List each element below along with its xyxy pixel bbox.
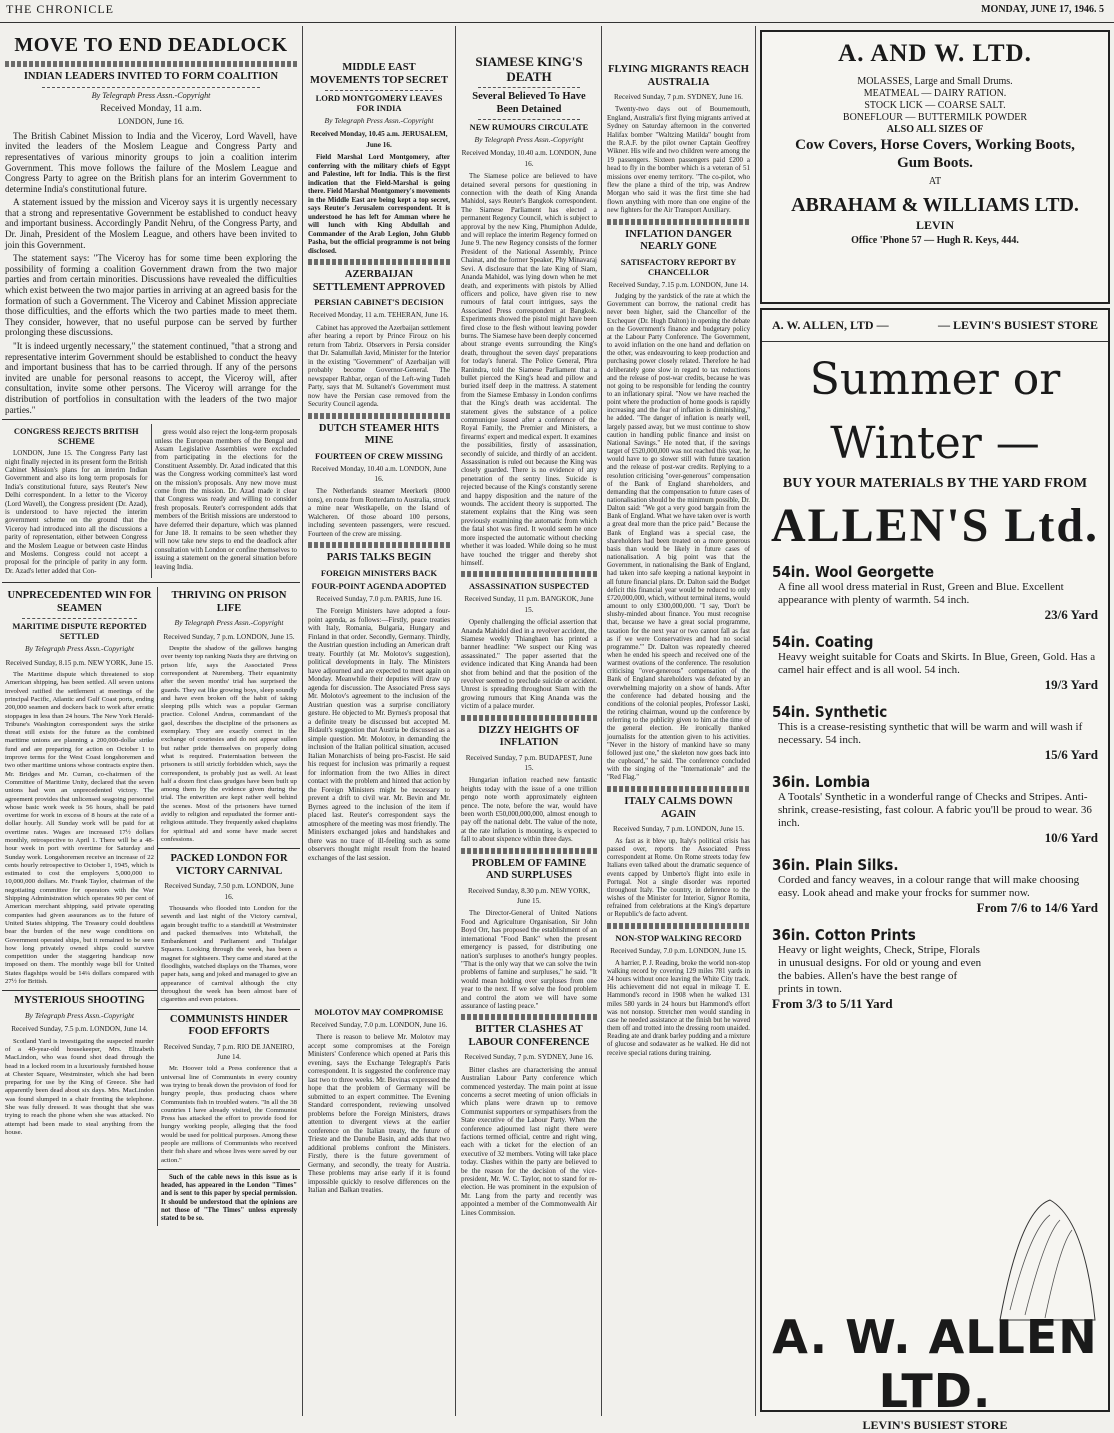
received-line: Received Monday, 10.40 a.m. LONDON, June 16. [311,464,447,484]
divider [22,618,137,619]
article-paragraph: "It is indeed urgently necessary," the statement continued, "that a strong and representative interim Government should be established to conduct the heavy and important business that has to be carried through. If any of the persons invited are unable for personal reasons to accept, the Viceroy will, after consultation, invite some other persons. The Viceroy will arrange for the distribution of portfolios in consultation with the leaders of the two major parties." [5,341,297,415]
advert-allens-name: ALLEN'S Ltd. [770,499,1100,552]
divider [308,413,450,419]
article-paragraph: A harrier, P. J. Reading, broke the world non-stop walking record by covering 129 miles 781 yards in 24 hours without once leaving the White City track. His achievement did not equal in mileage T. E. Hammond's record in 1908 when he walked 131 miles 580 yards in 24 hours but Hammond's effort was not nonstop. Stretcher men would standing in case he needed assistance at the finish but he waved them off and trotted into the dressing room unaided. Reading ate and drank barley pudding and a mixture of glucose and sodawater as he walked. He did not receive special rations during training. [607,959,750,1057]
article-paragraph: Bitter clashes are characterising the annual Australian Labour Party conference which commenced yesterday. The main point at issue concerns a secret meeting of union officials in which plans were drawn up to remove Communist supporters or sympathisers from the State executive of the Labour Party. When the conference adjourned last night there were factions termed official, centre and right wing, each with a ticket for the election of an executive of 32 members. Voting will take place today. Clashes within the party are believed to be the reason for the decision of the vice-president, Mr. W. C. Taylor, not to stand for re-election. He was prominent in the expulsion of Mr. Lang from the party and recently was appointed a member of the Commonwealth Air Lines Commission. [461,1065,597,1217]
column-1 [2,26,300,1421]
product-item [772,773,1098,846]
divider [461,848,597,854]
headline-paris: PARIS TALKS BEGIN [326,552,432,564]
headline-carnival: PACKED LONDON FOR VICTORY CARNIVAL [170,853,288,877]
advert-headline: Winter — [830,418,1040,469]
article-paragraph: The Siamese police are believed to have detained several persons for questioning in connection with the death of King Ananda Mahidol, says Reuter's Bangkok correspondent. The Siamese Parliament has elected a permanent Regency Council, which is subject to approval by the new King, Phumiphon Adulde, and will replace the interim Regency formed on June 9. The new Regency consists of the former President of the National Assembly, Prince Chainat, and the former Speaker, Phy Minavaraj Sevi. A disclosure that the late King of Siam, Ananda Mahidol, was lying down when he met death, and experiments with pistols by Allied officers and police, have given rise to new rumours of fatal court intrigues, says the Associated Press correspondent at Bangkok. Experiments showed the pistol might have been fired close to the flesh without leaving powder burns. The Siamese have been deeply concerned about strange events surrounding the King's death, throughout the seven days' preparations for today's funeral. The Police General, Phra Ranindra, told the Siamese Parliament that a bullet pierced the King's head and pillow and buried itself deep in the mattress. A statement from the Siamese Embassy in London confirms that the King's death was accidental. The statement gives the substance of a police communique issued after a conference of the Royal Family, the Premier and Ministers, a firearms' expert and medical expert. It examines the possibilities, firstly of assassination, secondly of suicide, and thirdly of an accident. Assassination is ruled out because the King was closely guarded. There is no evidence of any penetration of the sentry lines. Suicide is rejected because of the King's constantly serene and happy disposition and the nature of the wounds. The accident theory is supported. The statement explains that the King was seen previously examining the automatic from which the fatal shot was fired. It would seem he once more inspected the automatic without checking whether it was loaded. While doing so he must have touched the trigger and thereby shot himself. [461,172,597,567]
product-item [772,633,1098,693]
article-paragraph: A statement issued by the mission and Viceroy says it is urgently necessary that a strong and representative Government be established to conduct heavy and important business. Accordingly Pandit Nehru, of the Congress Party, and Dr. Jinah, President of the Moslem League, and others have been invited to join this Government. [5,197,297,250]
divider [478,119,580,120]
product-price: From 7/6 to 14/6 Yard [976,900,1098,915]
product-desc: A Tootals' Synthetic in a wonderful range of Checks and Stripes. Anti-shrink, crease-resisting, fast colour. A fabric you'll be proud to wear. 36 inch. [778,791,1092,829]
column-4 [604,26,753,1421]
subhead: LORD MONTGOMERY LEAVES FOR INDIA [315,93,443,113]
advert-firm: ABRAHAM & WILLIAMS LTD. [791,194,1079,216]
received-line: Received Monday, 11 a.m. [100,103,202,114]
advert-brand: A. AND W. LTD. [838,40,1032,67]
article-paragraph: Twenty-two days out of Bournemouth, England, Australia's first flying migrants arrived at Sydney on Saturday afternoon in the converted Halifax bomber "Waltzing Matilda" bought from the R.A.F. by the pilot owner Captain Geoffrey Wikner. His wife and two children were among the 19 passengers. Sixteen passengers paid £200 a head to fly in the bomber which is a veteran of 51 missions over enemy territory. "The co-pilot, who flew the plane a third of the trip, was Andrew Morgan who said it was the first time she had flown anything with more than one engine of the new fighters for the Air Transport Auxiliary. [607,105,750,215]
congress-story [2,424,300,578]
article-paragraph: Scotland Yard is investigating the suspected murder of a 40-year-old housekeeper, Mrs. Elizabeth MacLindon, who was found shot dead through the head in a locked room in a luxuriously furnished house at Chester Square, Westminster, which she had been preparing for use by the King of Greece. She had apparently been dead about six days. Mrs. MacLindon was found slumped in a chair fronting the telephone. She was fully dressed. It was thought that she was trying to reach the phone when she was attacked. No attempt had been made to steal anything from the house. [5,1037,154,1136]
product-price: 19/3 Yard [1044,677,1098,692]
headline-dutch: DUTCH STEAMER HITS MINE [318,422,440,447]
divider [325,90,433,91]
received-line: Received Monday, 10.40 a.m. LONDON, June 16. [461,149,597,168]
product-price: 23/6 Yard [1044,607,1098,622]
subhead: Several Believed To Have Been Detained [472,91,586,115]
headline-shooting: MYSTERIOUS SHOOTING [14,995,145,1007]
product-title: 36in. Cotton Prints [772,926,916,944]
divider [158,1169,300,1170]
product-price: 15/6 Yard [1044,747,1098,762]
product-item [772,563,1098,623]
headline-congress: CONGRESS REJECTS BRITISH SCHEME [13,426,139,447]
headline-siam: SIAMESE KING'S DEATH [475,54,583,84]
advert-line: ALSO ALL SIZES OF [886,124,984,135]
divider [607,219,750,225]
advert-headline: Summer or [809,354,1061,405]
divider [308,542,450,548]
product-item [772,703,1098,763]
subhead: SATISFACTORY REPORT BY CHANCELLOR [620,256,737,277]
divider [461,715,597,721]
article-paragraph: Openly challenging the official assertion that Ananda Mahidol died in a revolver accident, the Siamese weekly Thianghaen has printed a banner headline: "We suspect our King was assassinated." The paper asserted that the evidence indicated that King Ananda had been shot from behind and that the position of the revolver seemed to preclude suicide or accident. Unrest is spreading throughout Siam with the growing rumours that King Ananda was the victim of a palace murder. [461,618,597,711]
divider [308,259,450,265]
received-line: Received Sunday, 7 p.m. LONDON, June 15. [612,825,745,834]
headline-prison: THRIVING ON PRISON LIFE [171,590,287,614]
product-price: 10/6 Yard [1044,830,1098,845]
received-line: Received Sunday, 7.50 p.m. LONDON, June 16. [164,882,294,901]
product-title: 54in. Coating [772,633,874,651]
product-item [772,856,1098,916]
headline-walking: NON-STOP WALKING RECORD [615,933,742,944]
headline-azerbaijan: AZERBAIJAN SETTLEMENT APPROVED [312,269,446,293]
product-price: From 3/3 to 5/11 Yard [772,996,893,1011]
byline: By Telegraph Press Assn.-Copyright [25,1010,134,1020]
article-paragraph: Cabinet has approved the Azerbaijan settlement after hearing a report by Prince Firouz on his return from Tabriz. Observers in Persia consider that Dr. Salamullah Javid, Minister for the Interior in the existing "Government" of Azerbaijan will probably become Governor-General. The newspaper Rahbar, organ of the Left-wing Tudeh Party, says that M. Sultaneh's Government must now have the Persian case removed from the Security Council agenda. [308,323,450,409]
column-rule [302,26,303,1416]
subhead: INDIAN LEADERS INVITED TO FORM COALITION [23,71,279,82]
received-line: Received Sunday, 7 p.m. SYDNEY, June 16. [464,1053,594,1062]
product-desc: Corded and fancy weaves, in a colour range that will make choosing easy. Look ahead and make your frocks for summer now. [778,874,1080,899]
article-paragraph: gress would also reject the long-term proposals unless the European members of the Bengal and Assam Legislative Assemblies were excluded from participating in the elections for the Constituent Assembly. Dr. Azad indicated that this was the Congress working committee's last word on the mission's proposals. Any new move must come from the mission. Dr. Azad made it clear that Congress was ready and willing to consider fresh proposals. Reuter's correspondent adds that members of the British missions are understood to have deferred their departure, which was planned for June 18. It remains to be seen whether they will now take new steps to end the deadlock after consultation with London or confine themselves to issuing a statement on the general situation before leaving India. [154,428,297,571]
divider [42,87,260,88]
dateline: LONDON, June 16. [118,117,184,127]
advert-line: STOCK LICK — COARSE SALT. [864,100,1006,111]
masthead [0,0,1114,23]
advert-line: BONEFLOUR — BUTTERMILK POWDER [842,112,1028,123]
advert-a-and-w [760,30,1110,304]
received-line: Received Sunday, 7.0 p.m. LONDON, June 15. [610,947,747,956]
article-paragraph: The Maritime dispute which threatened to stop American shipping, has been settled. All seven unions involved ratified the settlement at meetings of the principal Pacific, Atlantic and Gulf Coast ports, ending 200,000 seamen and dockers back to work after erratic stoppages in less than 24 hours. The New York Herald-Tribune's Washington correspondent says the strike threat still exists for the future as the combined maritime unions are planning a 200,000-dollar strike fund and are preparing for action on October 1 to improve terms for the West Coast longshoremen and two other maritime unions whose contracts expire then. Mr. Bridges and Mr. Curran, co-chairmen of the Committee of Maritime Unity, declared that the seven unions had won an unprecedented victory. The agreement provides that unlicensed seagoing personnel whose basic work week is 56 hours, shall be paid overtime for work in excess of 8 hours at the rate of a dollar hourly. All Sunday work will be paid for at overtime rates. Wages are increased 17½ dollars monthly, retrospective to April 1. There will be a 48-hour week in port with overtime for Saturday and Sunday work. Longshoremen receive an increase of 22 cents hourly retrospective to October 1, 1945, which is estimated to cost the employers 5,000,000 to 10,000,000 dollars. Mr. Frank Taylor, chairman of the negotiating committee for operators with the War Shipping Administration which operates 90 per cent of American merchant shipping, said private operating companies had given assurances as to the future of United States shipping. The Treasury could doubtless bear the burden of the new wage conditions on Government operated ships, but it remained to be seen how long privately owned ships could survive competition under the staggering handicap now imposed on them. The monthly wage bill for United States flagships would be 14¼ dollars compared with 27½ for British. [5,671,154,986]
subhead: FOUR-POINT AGENDA ADOPTED [311,580,447,591]
advert-line: Gum Boots. [897,155,973,171]
received-line: Received Sunday, 8.15 p.m. NEW YORK, June 15. [5,658,154,667]
subhead: MARITIME DISPUTE REPORTED SETTLED [12,621,147,642]
product-title: 36in. Lombia [772,773,871,791]
subhead: FOURTEEN OF CREW MISSING [315,450,443,461]
product-title: 54in. Synthetic [772,703,888,721]
divider [158,1009,300,1010]
fabric-illustration [990,1190,1100,1330]
byline: By Telegraph Press Assn.-Copyright [91,90,211,100]
advert-firm: A. W. ALLEN, LTD — [772,318,889,332]
article-paragraph: The Director-General of United Nations Food and Agriculture Organisation, Sir John Boyd Orr, has proposed the establishment of an international "Food Bank" when the present emergency is passed, for distributing one nation's surpluses to another's hungry peoples. "That is the only way that we can solve the twin problems of famine and surpluses," he said. "It would mean holding over surpluses from one year to the next. If we solve the food problem and control the atom we will have some assurance of lasting peace." [461,909,597,1010]
paper-name: THE CHRONICLE [6,2,114,16]
article-paragraph: The Netherlands steamer Meerkerk (8000 tons), en route from Rotterdam to Australia, struck a mine near Westkapelle, on the Island of Walcheren. Of those aboard 100 persons, including seventeen passengers, were rescued. Fourteen of the crew are missing. [308,487,450,538]
advert-line: Cow Covers, Horse Covers, Working Boots, [795,137,1075,153]
cable-note: Such of the cable news in this issue as is headed, has appeared in the London "Times" and is sent to this paper by special permission. It should be understood that the opinions are not those of "The Times" unless expressly stated to be so. [161,1173,297,1222]
headline-inflation-gone: INFLATION DANGER NEARLY GONE [625,228,732,253]
advert-footer-tagline: LEVIN'S BUSIEST STORE [862,1418,1008,1432]
divider [2,582,300,583]
advert-allens [760,308,1110,1432]
received-line: Received Monday, 11 a.m. TEHERAN, June 16. [309,311,449,320]
advert-line: MEATMEAL — DAIRY RATION. [863,88,1007,99]
divider [461,571,597,577]
received-line: Received Monday, 10.45 a.m. JERUSALEM, June 16. [310,130,448,149]
advert-line: AT [928,176,942,187]
headline-communists: COMMUNISTS HINDER FOOD EFFORTS [169,1013,289,1038]
article-paragraph: Judging by the yardstick of the rate at which the Government can borrow, the national credit has never been higher, said the Chancellor of the Exchequer (Dr. Hugh Dalton) in opening the debate on the Government's finance and budgetary policy at the Labour Party Conference. The Government, to avoid inflation on the one hand and deflation on the other, was endeavouring to keep production and purchasing power closely related. Therefore he had deliberately gone slow in regard to tax reductions and the release of post-war credits, because he was not going to be responsible for lending the country to an inflationary spiral. "Now we have reached the point where the production of home goods is rapidly increasing and the fear of inflation is diminishing," he added. "The danger of inflation is nearly well, largely passed away, but we must continue to show caution in handling public finance and insist on National Savings." He noted that, if the savings target of £520,000,000 was not reached this year, he would have to go slower still with future taxation and the release of post-war credits. Replying to a resolution criticising "over-generous" compensation of the Bank of England shareholders, and demanding that the compensation to future cases of nationalisation should be the minimum possible, Dr. Dalton said: "We got a very good bargain from the Bank of England. What we have taken over is worth a great deal more than the price paid." Because the Bank of England was a special case, the shareholders had been treated on a more generous basis than would be likely in future cases of nationalisation. A big point was that the Government, in nationalising the Bank of England, had taken into safe keeping a national keypoint in all future financial plans. Dr. Dalton said the Budget deficit this financial year would be reduced to only £720,000,000, which, without terminal items, would amount to only £300,000,000. "I say, 'Don't be slushy-minded about finance. You must recognise that, because we have a great social programme, taxation for the next year or two cannot fall as fast as if we were Conservatives and had no social programme.'" Dr. Dalton was repeatedly cheered when he ended his speech and received one of the warmest ovations of the conference. The resolution criticising "over-generous" compensation of the Bank of England shareholders was defeated by an overwhelming majority on a show of hands. After the conference had debated housing and the conditions of the colonial peoples, Professor Laski, the retiring chairman, wound up the conference by referring to the publicity given to him at the time of the general election. He ironically thanked journalists for the attention given to his activities. "Never in the history of mankind have so many followed just one," the skeleton now goes back into the cupboard," he said. The conference concluded with the singing of the "Internationale" and the "Red Flag." [607,293,750,782]
divider [461,1014,597,1020]
received-line: Received Sunday, 7 p.m. BUDAPEST, June 15. [465,753,593,772]
column-3 [458,26,600,1421]
received-line: Received Sunday, 7.0 p.m. PARIS, June 16. [316,594,442,603]
headline-migrants: FLYING MIGRANTS REACH AUSTRALIA [608,64,749,88]
headline-famine: PROBLEM OF FAMINE AND SURPLUSES [471,857,587,882]
headline-deadlock: MOVE TO END DEADLOCK [14,34,288,56]
received-line: Received Sunday, 7 p.m. LONDON, June 15. [163,632,295,641]
headline-seamen: UNPRECEDENTED WIN FOR SEAMEN [7,590,152,614]
column-2-lower [305,1005,453,1420]
subhead: FOREIGN MINISTERS BACK [320,567,438,578]
column-rule [601,26,602,1416]
headline-molotov: MOLOTOV MAY COMPROMISE [314,1007,444,1017]
advert-footer-firm: A. W. ALLEN LTD. [772,1310,1098,1418]
divider [2,419,300,420]
headline-inflation-hungary: DIZZY HEIGHTS OF INFLATION [478,724,580,749]
byline: By Telegraph Press Assn.-Copyright [174,618,284,628]
column-2 [305,26,453,862]
article-paragraph: The statement says: "The Viceroy has for some time been exploring the possibility of forming a coalition Government drawn from the two major parties and from certain minorities. Discussions have revealed the difficulties which exist between the two major parties in arriving at an agreed basis for the formation of such a Government. The Viceroy and Cabinet Mission appreciate those difficulties, and the efforts which the two parties made to meet them. They consider, however, that no useful purpose can be served by further prolonging these discussions. [5,253,297,338]
byline: By Telegraph Press Assn.-Copyright [324,116,434,125]
product-desc: This is a crease-resisting synthetic that will be warm and will wash if necessary. 54 inch. [778,721,1083,746]
advert-tagline: — LEVIN'S BUSIEST STORE [938,318,1098,332]
article-paragraph: Despite the shadow of the gallows hanging over twenty top ranking Nazis they are thriving on prison life, says the Associated Press correspondent at Nuremberg. Their equanimity after the seven months' trial has surprised the guards. They eat like growing boys, sleep soundly and have even broken off the habit of taking sleeping pills which was a popular German practice. Colonel Andrus, commandant of the gaol, describes the discipline of the prisoners as exemplary. They are exactly correct in the exchange of courtesies and do not appear sullen but rather pride themselves on properly doing what is required. Fraternisation between the prisoners is still strictly forbidden which, says the correspondent, is probably just as well. At least half a dozen first class grudges have been built up among them by the evidence given during the trial. The entwritten are kept rather well behind the scenes. Most of the prisoners have turned avidly to religion and repudiated the former anti-religious attitude. They frequently asked chaplains for spiritual aid and some have made secret confessions. [161,645,297,843]
article-paragraph: Thousands who flooded into London for the seventh and last night of the Victory carnival, again brought traffic to a standstill at Westminster and packed themselves into Whitehall, the Embankment and Parliament and Trafalgar Squares. Looking through the week, has been a magnet for sightseers. They came and stared at the floodlights, watched displays on the Thames, wore paper hats, sang and joked and managed to give an appearance of carnival although the city throughout the week has been almost bare of cigarettes and even potatoes. [161,905,297,1004]
divider [607,923,750,929]
advert-phone: Office 'Phone 57 — Hugh R. Keys, 444. [851,235,1019,246]
column-rule [455,26,456,1416]
article-paragraph: Field Marshal Lord Montgomery, after conferring with the military chiefs of Egypt and Palestine, left for India. This is the first indication that the Field-Marshal is going there. Field Marshal Montgomery's movements in the Middle East are being kept a top secret, says Reuter's Jerusalem correspondent. It is understood he has left for Amman where he will lunch with King Abdullah and Commander of the Arab Legion, John Glubb Pasha, but the official programme is not being disclosed. [308,153,450,255]
received-line: Received Sunday, 7 p.m. SYDNEY, June 16. [614,93,743,101]
article-paragraph: LONDON, June 15. The Congress Party last night finally rejected in its present form the British Cabinet Mission's plans for an interim Indian Government and also its long term proposals for India's constitutional future, says Reuter's New Delhi correspondent. In a letter to the Viceroy (Lord Wavell), the Congress president (Dr. Azad), is understood to have rejected the interim government scheme on the ground that the Viceroy had introduced into all the discussions a parity of representation, either between Congress and the Moslem League or between caste Hindus and Moslems. Congress could not accept a proposal for the principle of parity in any form. Dr. Azad's letter added that Con- [5,449,148,575]
column-rule [755,26,756,1416]
received-line: Received Sunday, 7 p.m. RIO DE JANEIRO, June 14. [163,1042,295,1061]
article-paragraph: The British Cabinet Mission to India and the Viceroy, Lord Wavell, have invited the leaders of the Moslem League and Congress Party and representatives of various minority groups to join a coalition interim Government. This move follows the failure of the Moslem League and Congress Party to agree on the British plans for an interim Government to determine India's constitutional future. [5,130,297,194]
article-paragraph: Mr. Hoover told a Press conference that a universal line of Communists in every country was trying to break down the provision of food for hungry people, thus producing chaos where Communists fish in troubled waters. "In all the 38 countries I have already visited, the Communist Press has attacked the effort to provide food for hungry working people, alleging that the food would be used for political purposes. Among these people are millions of Communists who received their fish share and whose lives were saved by our action." [161,1065,297,1164]
product-title: 54in. Wool Georgette [772,563,935,581]
received-line: Received Sunday, 11 p.m. BANGKOK, June 15. [464,595,594,614]
advert-town: LEVIN [915,218,954,232]
lower-section [2,587,300,1226]
advert-buy-line: BUY YOUR MATERIALS BY THE YARD FROM [782,476,1088,491]
headline-middle-east: MIDDLE EAST MOVEMENTS TOP SECRET [310,62,448,86]
received-line: Received Sunday, 7.5 p.m. LONDON, June 14. [11,1025,148,1034]
article-paragraph: There is reason to believe Mr. Molotov may accept some compromises at the Foreign Ministers' Conference which opened at Paris this evening, says the Exchange Telegraph's Paris correspondent. It is suggested the conference may last two to three weeks. Mr. Bevinas expressed the hope that the problem of Germany will be submitted to an expert committee. The Evening Standard correspondent, reviewing unsolved problems before the Foreign Ministers, draws attention to divergent views at the earlier conference on the Italian treaty, the future of Trieste and the Danube Basin, and adds that two additional problems confront the Ministers. Firstly, there is the future government of Germany, and secondly, the treaty for Austria. These problems may arise early if it is found impossible quickly to resolve differences on the Italian and Balkan treaties. [308,1033,450,1195]
date-page: MONDAY, JUNE 17, 1946. 5 [981,4,1104,15]
divider [158,848,300,849]
product-desc: A fine all wool dress material in Rust, Green and Blue. Excellent appearance with plenty of warmth. 54 inch. [778,581,1064,606]
headline-assassination: ASSASSINATION SUSPECTED [468,581,590,592]
received-line: Received Sunday, 8.30 p.m. NEW YORK, June 15. [467,886,591,906]
received-line: Received Sunday, 7.0 p.m. LONDON, June 16. [310,1021,448,1029]
divider [478,87,580,88]
article-paragraph: Hungarian inflation reached new fantastic heights today with the issue of a one trillion pengo note worth approximately eighteen pence. The note, before the war, would have been worth £50,000,000,000, almost enough to pay off the national debt. The value of the note, at the rate inflation is mounting, is expected to fall to about sixpence within three days. [461,776,597,844]
byline: By Telegraph Press Assn.-Copyright [25,644,134,654]
subhead: NEW RUMOURS CIRCULATE [469,122,589,132]
headline-italy: ITALY CALMS DOWN AGAIN [624,796,733,820]
product-desc: Heavy weight suitable for Coats and Skirts. In Blue, Green, Gold. Has a camel hair effect and is all wool. 54 inch. [778,651,1096,676]
product-item [772,926,982,1012]
subhead: PERSIAN CABINET'S DECISION [314,297,444,308]
divider [2,990,157,991]
article-paragraph: As fast as it blew up, Italy's political crisis has passed over, reports the Associated Press correspondent at Rome. On Rome streets today few Italians even talked about the dramatic sequence of events capped by Umberto's flight into exile in Portugal. Not a single disorder was reported throughout Italy. The country, in deference to the wishes of the Minister for Interior, Signor Romita, refrained from celebrations at the King's departure or Republic's de facto advent. [607,837,750,919]
received-line: Received Sunday, 7.15 p.m. LONDON, June 14. [608,280,749,289]
divider [5,61,297,67]
product-desc: Heavy or light weights, Check, Stripe, Florals in unusual designs. For old or young and even the babies. Allen's have the best range of prints in town. [778,944,982,995]
byline: By Telegraph Press Assn.-Copyright [474,135,584,144]
advert-line: MOLASSES, Large and Small Drums. [857,76,1013,87]
headline-labour: BITTER CLASHES AT LABOUR CONFERENCE [468,1024,590,1048]
divider [607,786,750,792]
product-title: 36in. Plain Silks. [772,856,899,874]
article-paragraph: The Foreign Ministers have adopted a four-point agenda, as follows:—Firstly, peace treaties with Italy, Romania, Bulgaria, Hungary and Finland in that order. Secondly, Germany. Thirdly, the Austrian question including an American draft treaty. Fourthly (at Mr. Molotov's suggestion), political developments in Italy. The Ministers have adjourned and are expected to meet again on Monday. Meanwhile their deputies will draw up agenda for discussion. The Associated Press says Mr. Molotov's agreement to the inclusion of the Austrian question was a surprise conciliatory gesture. He objected to Mr. Byrnes's proposal that a definite treaty be discussed but accepted M. Bidault's suggestion that Austria be discussed as a simple question. Mr. Molotov, in demanding the inclusion of the Italian political situation, accused Italian Monarchists of being pro-Fascist. He said his request for inclusion was primarily a request for information from the two Allies in direct contact with the problem and hinted that action by the Foreign Ministers might be necessary to prevent a drift to civil war. Mr. Bevin and Mr. Byrnes agreed to the inclusion of the item if placed last. Reuter's correspondent says the atmosphere of the meeting was most friendly. The Ministers exchanged jokes and handshakes and there was no trace of ill-feeling such as some observers thought might result from the heated exchanges of the last session. [308,607,450,862]
